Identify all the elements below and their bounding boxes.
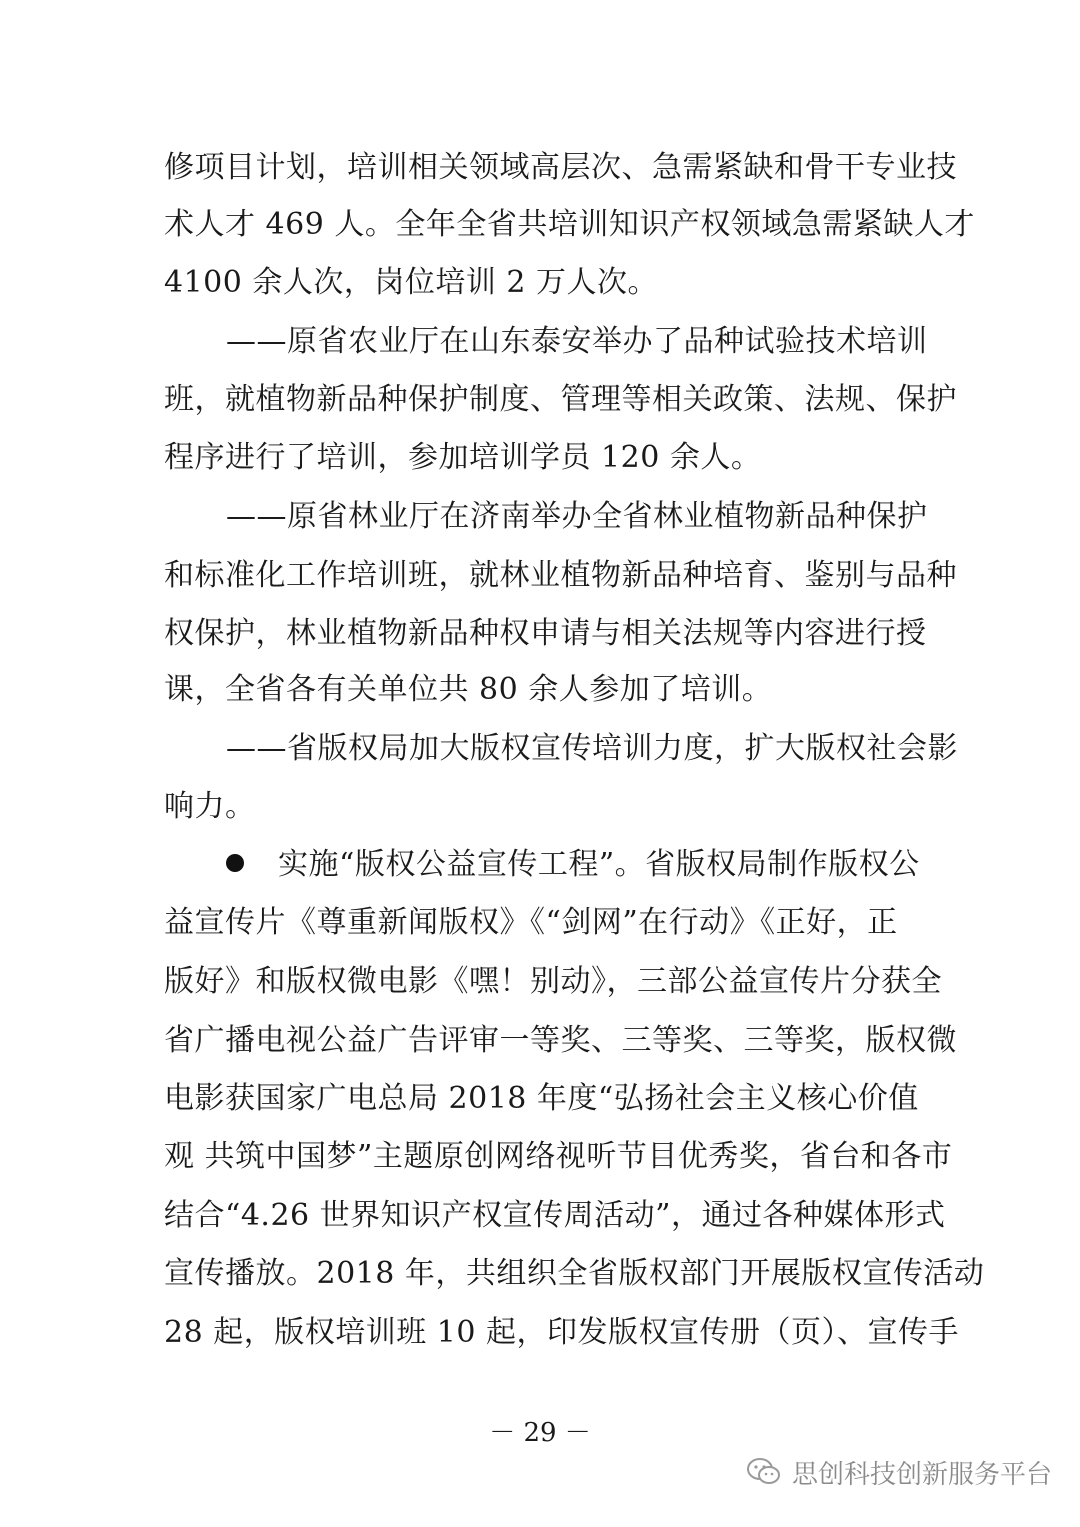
text-line: ——省版权局加大版权宣传培训力度，扩大版权社会影 (226, 731, 958, 766)
text-line: 观 共筑中国梦”主题原创网络视听节目优秀奖，省台和各市 (164, 1139, 953, 1174)
text-line: 版好》和版权微电影《嘿！别动》，三部公益宣传片分获全 (164, 964, 942, 999)
text-line: 结合“4.26 世界知识产权宣传周活动”，通过各种媒体形式 (164, 1198, 946, 1233)
wechat-icon (746, 1457, 782, 1487)
text-line: 权保护，林业植物新品种权申请与相关法规等内容进行授 (164, 616, 927, 651)
text-line: ——原省林业厅在济南举办全省林业植物新品种保护 (226, 499, 928, 534)
page-number: － 29 － (489, 1418, 591, 1448)
watermark-text: 思创科技创新服务平台 (791, 1459, 1052, 1490)
text-line: 和标准化工作培训班，就林业植物新品种培育、鉴别与品种 (164, 558, 957, 593)
text-line: 术人才 469 人。全年全省共培训知识产权领域急需紧缺人才 (164, 207, 975, 242)
text-line: 省广播电视公益广告评审一等奖、三等奖、三等奖，版权微 (164, 1023, 957, 1058)
text-line: 课，全省各有关单位共 80 余人参加了培训。 (164, 672, 773, 707)
text-line: 实施“版权公益宣传工程”。省版权局制作版权公 (278, 847, 920, 882)
text-line: ——原省农业厅在山东泰安举办了品种试验技术培训 (226, 324, 928, 359)
text-line: 4100 余人次，岗位培训 2 万人次。 (164, 265, 659, 300)
text-line: 电影获国家广电总局 2018 年度“弘扬社会主义核心价值 (164, 1081, 919, 1116)
text-line: 益宣传片《尊重新闻版权》《“剑网”在行动》《正好，正 (164, 905, 898, 940)
text-line: 修项目计划，培训相关领域高层次、急需紧缺和骨干专业技 (164, 150, 957, 185)
watermark (746, 1452, 1052, 1492)
text-line: 程序进行了培训，参加培训学员 120 余人。 (164, 440, 762, 475)
text-line: 宣传播放。2018 年，共组织全省版权部门开展版权宣传活动 (164, 1256, 985, 1291)
bullet-point (226, 854, 244, 872)
text-line: 班，就植物新品种保护制度、管理等相关政策、法规、保护 (164, 382, 957, 417)
text-line: 28 起，版权培训班 10 起，印发版权宣传册（页）、宣传手 (164, 1315, 959, 1350)
text-line: 响力。 (164, 789, 256, 824)
